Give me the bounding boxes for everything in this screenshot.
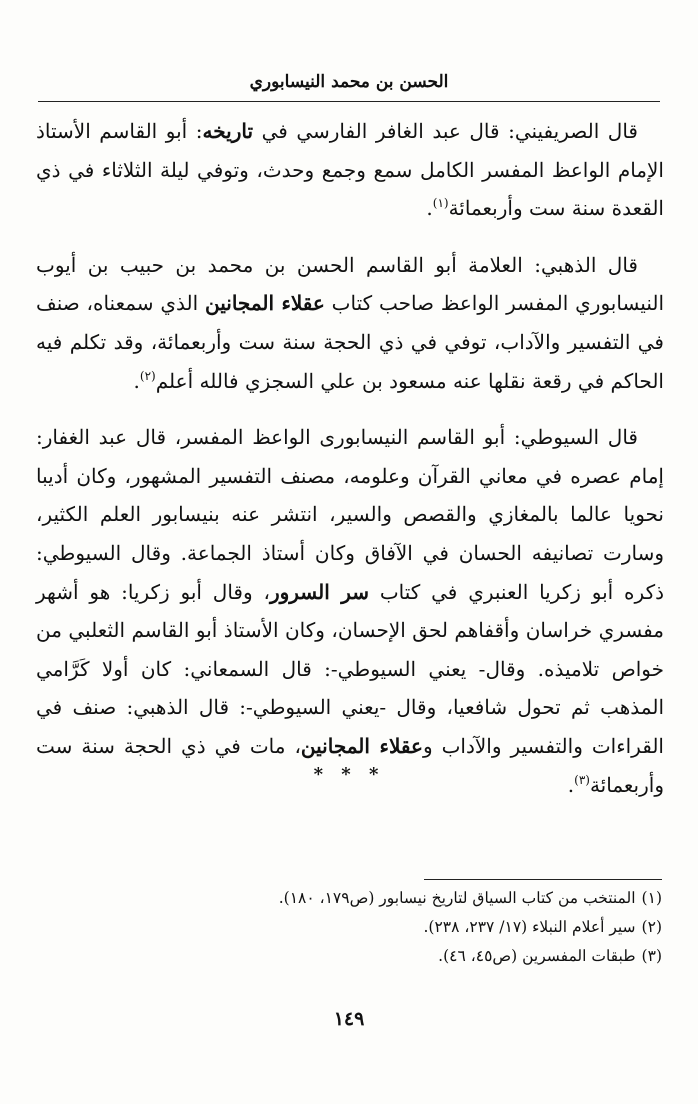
main-text <box>36 112 664 804</box>
text-run: الذي سمعناه، صنف في التفسير والآداب، توفي في ذي الحجة سنة ست وأربعمائة، وقد تكلم فيه الحاكم في رقعة نقلها عنه مسعود بن علي السجزي فالله أعلم <box>36 291 664 393</box>
text-run: قال الصريفيني: قال عبد الغافر الفارسي في <box>253 119 638 143</box>
footnote-text: المنتخب من كتاب السياق لتاريخ نيسابور (ص١٧٩، ١٨٠). <box>278 889 636 907</box>
footnote-number: (١) <box>641 889 662 907</box>
header-divider <box>38 101 660 102</box>
paragraph-suyuti <box>36 418 664 804</box>
text-run: : أبو القاسم الأستاذ الإمام الواعظ المفسر الكامل سمع وجمع وحدث، وتوفي ليلة الثلاثاء في ذي القعدة سنة ست وأربعمائة <box>36 119 664 221</box>
footnote-text: سير أعلام النبلاء (١٧/ ٢٣٧، ٢٣٨). <box>423 918 636 936</box>
text-run: قال الذهبي: العلامة أبو القاسم الحسن بن محمد بن حبيب بن أيوب النيسابوري المفسر الواعظ صاحب كتاب <box>36 252 664 316</box>
footnotes <box>60 884 662 971</box>
footnote-text: طبقات المفسرين (ص٤٥، ٤٦). <box>438 947 636 965</box>
bold-term: تاريخه <box>202 119 254 143</box>
text-run: . <box>567 772 575 797</box>
bold-term: سر السرور <box>269 579 370 604</box>
text-run: . <box>133 368 140 393</box>
footnote-ref: (٢) <box>139 368 156 383</box>
footnote <box>60 884 662 913</box>
footnote-ref: (١) <box>432 196 449 211</box>
text-run: ، مات في ذي الحجة سنة ست وأربعمائة <box>36 733 664 797</box>
page-number: ١٤٩ <box>333 1008 365 1030</box>
text-run: ، وقال أبو زكريا: هو أشهر مفسري خراسان وأقفاهم لحق الإحسان، وكان الأستاذ أبو القاسم الثعلبي من خواص تلاميذه. وقال- يعني السيوطي-: قال السمعاني: كان أولا كَرَّامي المذهب ثم تحول شافعيا، وقال -يعني السيوطي-: قال الذهبي: صنف في القراءات والتفسير والآداب و <box>36 579 664 758</box>
footnote <box>60 913 662 942</box>
text-run: . <box>426 196 433 221</box>
footnote <box>60 942 662 971</box>
text-run: قال السيوطي: أبو القاسم النيسابورى الواعظ المفسر، قال عبد الغفار: إمام عصره في معاني القرآن وعلومه، مصنف التفسير المشهور، وكان أديبا نحويا عالما بالمغازي والقصص والسير، انتشر عنه بنيسابور العلم الكثير، وسارت تصانيفه الحسان في الآفاق وكان أستاذ الجماعة. وقال السيوطي: ذكره أبو زكريا العنبري في كتاب <box>36 425 664 604</box>
bold-term: عقلاء المجانين <box>300 733 423 758</box>
paragraph-dhahabi <box>36 246 664 400</box>
paragraph-sarifini <box>36 112 664 228</box>
footnote-divider <box>424 879 662 880</box>
footnote-number: (٢) <box>641 918 662 936</box>
section-separator: * * * <box>313 764 385 785</box>
footnote-number: (٣) <box>641 947 662 965</box>
footnote-ref: (٣) <box>574 772 590 787</box>
running-header: الحسن بن محمد النيسابوري <box>249 72 449 92</box>
bold-term: عقلاء المجانين <box>205 291 325 316</box>
